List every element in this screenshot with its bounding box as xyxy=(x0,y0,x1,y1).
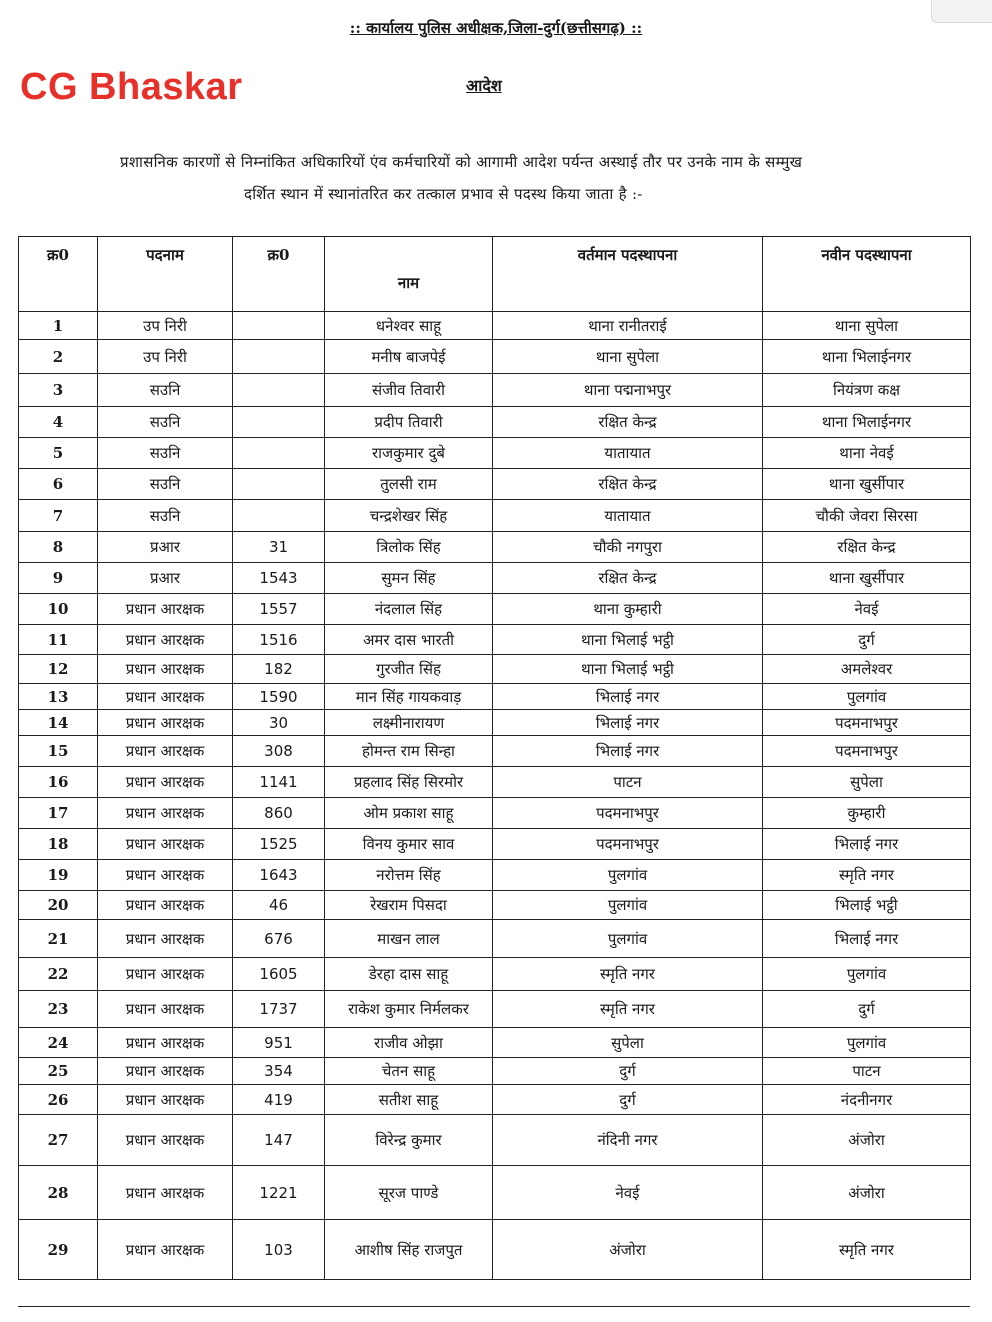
cell-name: सूरज पाण्डे xyxy=(325,1166,493,1220)
cell-sr: 20 xyxy=(19,891,98,920)
table-row xyxy=(19,684,971,710)
cell-post: प्रआर xyxy=(98,532,233,563)
cell-number: 1590 xyxy=(233,684,325,710)
cell-sr: 27 xyxy=(19,1115,98,1166)
cell-sr: 5 xyxy=(19,438,98,469)
table-row xyxy=(19,500,971,532)
cell-new-posting: थाना भिलाईनगर xyxy=(763,407,971,438)
cell-new-posting: स्मृति नगर xyxy=(763,1220,971,1280)
cell-sr: 9 xyxy=(19,563,98,594)
intro-line-2: दर्शित स्थान में स्थानांतरित कर तत्काल प्रभाव से पदस्थ किया जाता है :- xyxy=(244,185,643,203)
cell-current-posting: स्मृति नगर xyxy=(493,991,763,1028)
cell-current-posting: थाना भिलाई भट्ठी xyxy=(493,655,763,684)
cell-current-posting: पुलगांव xyxy=(493,860,763,891)
cell-name: अमर दास भारती xyxy=(325,625,493,655)
cell-sr: 3 xyxy=(19,374,98,407)
cell-sr: 11 xyxy=(19,625,98,655)
table-row xyxy=(19,625,971,655)
cell-name: प्रदीप तिवारी xyxy=(325,407,493,438)
cell-current-posting: थाना रानीतराई xyxy=(493,312,763,340)
cell-number: 31 xyxy=(233,532,325,563)
cell-current-posting: नंदिनी नगर xyxy=(493,1115,763,1166)
table-row xyxy=(19,1085,971,1115)
cell-name: मनीष बाजपेई xyxy=(325,340,493,374)
cell-name: चन्द्रशेखर सिंह xyxy=(325,500,493,532)
cell-post: प्रधान आरक्षक xyxy=(98,594,233,625)
cell-number xyxy=(233,374,325,407)
cell-sr: 2 xyxy=(19,340,98,374)
cell-number xyxy=(233,340,325,374)
cell-new-posting: पुलगांव xyxy=(763,684,971,710)
cell-new-posting: दुर्ग xyxy=(763,625,971,655)
cell-sr: 18 xyxy=(19,829,98,860)
cell-new-posting: पाटन xyxy=(763,1058,971,1085)
cell-post: सउनि xyxy=(98,469,233,500)
cell-name: राजकुमार दुबे xyxy=(325,438,493,469)
cell-sr: 22 xyxy=(19,958,98,991)
cell-new-posting: कुम्हारी xyxy=(763,798,971,829)
cell-name: माखन लाल xyxy=(325,920,493,958)
cell-current-posting: थाना पद्मनाभपुर xyxy=(493,374,763,407)
cell-name: संजीव तिवारी xyxy=(325,374,493,407)
cell-post: प्रधान आरक्षक xyxy=(98,684,233,710)
cell-new-posting: पुलगांव xyxy=(763,1028,971,1058)
col-header-current-posting: वर्तमान पदस्थापना xyxy=(493,237,763,312)
col-header-sr: क्र0 xyxy=(19,237,98,312)
cell-number: 147 xyxy=(233,1115,325,1166)
cell-name: नंदलाल सिंह xyxy=(325,594,493,625)
cell-name: विरेन्द्र कुमार xyxy=(325,1115,493,1166)
cell-name: राजीव ओझा xyxy=(325,1028,493,1058)
cell-post: प्रधान आरक्षक xyxy=(98,767,233,798)
cell-post: सउनि xyxy=(98,438,233,469)
office-title xyxy=(0,18,992,38)
cell-new-posting: रक्षित केन्द्र xyxy=(763,532,971,563)
cell-number: 1643 xyxy=(233,860,325,891)
table-row xyxy=(19,920,971,958)
cell-sr: 10 xyxy=(19,594,98,625)
cell-number: 419 xyxy=(233,1085,325,1115)
table-row xyxy=(19,1166,971,1220)
cell-new-posting: अंजोरा xyxy=(763,1115,971,1166)
cell-new-posting: पदमनाभपुर xyxy=(763,736,971,767)
cell-number: 46 xyxy=(233,891,325,920)
cell-name: नरोत्तम सिंह xyxy=(325,860,493,891)
cell-sr: 6 xyxy=(19,469,98,500)
cell-number: 1557 xyxy=(233,594,325,625)
table-row xyxy=(19,312,971,340)
cell-post: प्रधान आरक्षक xyxy=(98,1085,233,1115)
cell-number: 1141 xyxy=(233,767,325,798)
cell-number xyxy=(233,407,325,438)
cell-current-posting: पाटन xyxy=(493,767,763,798)
cell-sr: 14 xyxy=(19,710,98,736)
cell-current-posting: स्मृति नगर xyxy=(493,958,763,991)
table-row xyxy=(19,1058,971,1085)
cell-post: प्रधान आरक्षक xyxy=(98,655,233,684)
cell-name: राकेश कुमार निर्मलकर xyxy=(325,991,493,1028)
cell-current-posting: भिलाई नगर xyxy=(493,684,763,710)
cell-name: प्रहलाद सिंह सिरमोर xyxy=(325,767,493,798)
cell-number: 1221 xyxy=(233,1166,325,1220)
table-row xyxy=(19,1115,971,1166)
cell-post: प्रधान आरक्षक xyxy=(98,710,233,736)
cell-post: प्रधान आरक्षक xyxy=(98,991,233,1028)
cell-sr: 1 xyxy=(19,312,98,340)
cell-sr: 19 xyxy=(19,860,98,891)
cell-current-posting: नेवई xyxy=(493,1166,763,1220)
cell-current-posting: दुर्ग xyxy=(493,1085,763,1115)
table-row xyxy=(19,991,971,1028)
cell-current-posting: पदमनाभपुर xyxy=(493,798,763,829)
col-header-number: क्र0 xyxy=(233,237,325,312)
cell-name: चेतन साहू xyxy=(325,1058,493,1085)
cell-post: सउनि xyxy=(98,500,233,532)
cell-name: होमन्त राम सिन्हा xyxy=(325,736,493,767)
col-header-new-posting: नवीन पदस्थापना xyxy=(763,237,971,312)
intro-line-1: प्रशासनिक कारणों से निम्नांकित अधिकारियों एंव कर्मचारियों को आगामी आदेश पर्यन्त अस्थाई तौर पर उनके नाम के सम्मुख xyxy=(120,153,803,171)
cell-current-posting: सुपेला xyxy=(493,1028,763,1058)
cell-number: 1525 xyxy=(233,829,325,860)
cell-post: प्रधान आरक्षक xyxy=(98,798,233,829)
cell-number: 676 xyxy=(233,920,325,958)
table-row xyxy=(19,1220,971,1280)
cell-new-posting: थाना खुर्सीपार xyxy=(763,563,971,594)
cell-post: उप निरी xyxy=(98,340,233,374)
cell-sr: 24 xyxy=(19,1028,98,1058)
cell-number xyxy=(233,438,325,469)
cell-post: प्रआर xyxy=(98,563,233,594)
table-row xyxy=(19,767,971,798)
cell-new-posting: थाना भिलाईनगर xyxy=(763,340,971,374)
cell-number: 1543 xyxy=(233,563,325,594)
cell-new-posting: स्मृति नगर xyxy=(763,860,971,891)
table-row xyxy=(19,469,971,500)
cell-post: प्रधान आरक्षक xyxy=(98,958,233,991)
cell-sr: 29 xyxy=(19,1220,98,1280)
cell-new-posting: पदमनाभपुर xyxy=(763,710,971,736)
cell-number: 860 xyxy=(233,798,325,829)
cell-current-posting: थाना कुम्हारी xyxy=(493,594,763,625)
cell-new-posting: पुलगांव xyxy=(763,958,971,991)
cell-new-posting: अंजोरा xyxy=(763,1166,971,1220)
cell-name: विनय कुमार साव xyxy=(325,829,493,860)
table-row xyxy=(19,563,971,594)
cell-current-posting: पुलगांव xyxy=(493,920,763,958)
cell-new-posting: भिलाई नगर xyxy=(763,829,971,860)
table-header-row xyxy=(19,237,971,312)
cell-current-posting: पुलगांव xyxy=(493,891,763,920)
cell-new-posting: अमलेश्वर xyxy=(763,655,971,684)
cell-number: 182 xyxy=(233,655,325,684)
cell-current-posting: थाना भिलाई भट्ठी xyxy=(493,625,763,655)
cell-post: सउनि xyxy=(98,374,233,407)
cell-post: प्रधान आरक्षक xyxy=(98,860,233,891)
watermark-logo: CG Bhaskar xyxy=(20,66,243,108)
cell-post: प्रधान आरक्षक xyxy=(98,891,233,920)
cell-current-posting: थाना सुपेला xyxy=(493,340,763,374)
cell-sr: 7 xyxy=(19,500,98,532)
table-row xyxy=(19,438,971,469)
cell-new-posting: थाना नेवई xyxy=(763,438,971,469)
cell-new-posting: नियंत्रण कक्ष xyxy=(763,374,971,407)
cell-sr: 23 xyxy=(19,991,98,1028)
cell-current-posting: यातायात xyxy=(493,500,763,532)
cell-post: प्रधान आरक्षक xyxy=(98,1028,233,1058)
cell-name: ओम प्रकाश साहू xyxy=(325,798,493,829)
cell-sr: 21 xyxy=(19,920,98,958)
cell-current-posting: पदमनाभपुर xyxy=(493,829,763,860)
cell-sr: 17 xyxy=(19,798,98,829)
table-row xyxy=(19,374,971,407)
cell-name: डेरहा दास साहू xyxy=(325,958,493,991)
cell-name: रेखराम पिसदा xyxy=(325,891,493,920)
cell-post: प्रधान आरक्षक xyxy=(98,920,233,958)
cell-number: 951 xyxy=(233,1028,325,1058)
order-heading: आदेश xyxy=(466,76,502,95)
cell-name: त्रिलोक सिंह xyxy=(325,532,493,563)
cell-number: 308 xyxy=(233,736,325,767)
cell-sr: 16 xyxy=(19,767,98,798)
cell-sr: 13 xyxy=(19,684,98,710)
cell-number: 1605 xyxy=(233,958,325,991)
cell-name: मान सिंह गायकवाड़ xyxy=(325,684,493,710)
cell-new-posting: भिलाई नगर xyxy=(763,920,971,958)
cell-new-posting: नंदनीनगर xyxy=(763,1085,971,1115)
table-row xyxy=(19,340,971,374)
table-row xyxy=(19,829,971,860)
cell-sr: 4 xyxy=(19,407,98,438)
table-row xyxy=(19,958,971,991)
cell-name: गुरजीत सिंह xyxy=(325,655,493,684)
cell-post: प्रधान आरक्षक xyxy=(98,1220,233,1280)
table-row xyxy=(19,710,971,736)
cell-name: सतीश साहू xyxy=(325,1085,493,1115)
cell-current-posting: चौकी नगपुरा xyxy=(493,532,763,563)
cell-post: उप निरी xyxy=(98,312,233,340)
cell-new-posting: सुपेला xyxy=(763,767,971,798)
cell-sr: 12 xyxy=(19,655,98,684)
table-bottom-border xyxy=(18,1306,970,1307)
cell-new-posting: थाना सुपेला xyxy=(763,312,971,340)
table-row xyxy=(19,860,971,891)
table-row xyxy=(19,736,971,767)
cell-current-posting: अंजोरा xyxy=(493,1220,763,1280)
cell-current-posting: दुर्ग xyxy=(493,1058,763,1085)
cell-current-posting: रक्षित केन्द्र xyxy=(493,563,763,594)
cell-post: प्रधान आरक्षक xyxy=(98,829,233,860)
cell-number xyxy=(233,500,325,532)
table-row xyxy=(19,655,971,684)
cell-new-posting: चौकी जेवरा सिरसा xyxy=(763,500,971,532)
cell-new-posting: थाना खुर्सीपार xyxy=(763,469,971,500)
cell-number: 30 xyxy=(233,710,325,736)
cell-name: सुमन सिंह xyxy=(325,563,493,594)
cell-post: प्रधान आरक्षक xyxy=(98,625,233,655)
cell-name: धनेश्वर साहू xyxy=(325,312,493,340)
cell-current-posting: भिलाई नगर xyxy=(493,736,763,767)
cell-current-posting: रक्षित केन्द्र xyxy=(493,407,763,438)
cell-name: लक्ष्मीनारायण xyxy=(325,710,493,736)
cell-name: तुलसी राम xyxy=(325,469,493,500)
cell-sr: 25 xyxy=(19,1058,98,1085)
cell-sr: 26 xyxy=(19,1085,98,1115)
cell-sr: 8 xyxy=(19,532,98,563)
cell-new-posting: नेवई xyxy=(763,594,971,625)
cell-new-posting: भिलाई भट्ठी xyxy=(763,891,971,920)
cell-post: प्रधान आरक्षक xyxy=(98,1115,233,1166)
cell-current-posting: रक्षित केन्द्र xyxy=(493,469,763,500)
cell-name: आशीष सिंह राजपुत xyxy=(325,1220,493,1280)
cell-post: प्रधान आरक्षक xyxy=(98,1166,233,1220)
cell-post: सउनि xyxy=(98,407,233,438)
col-header-post: पदनाम xyxy=(98,237,233,312)
cell-number: 1737 xyxy=(233,991,325,1028)
cell-number xyxy=(233,469,325,500)
cell-current-posting: यातायात xyxy=(493,438,763,469)
cell-post: प्रधान आरक्षक xyxy=(98,1058,233,1085)
cell-number: 1516 xyxy=(233,625,325,655)
col-header-name: नाम xyxy=(325,237,493,312)
cell-sr: 15 xyxy=(19,736,98,767)
cell-number: 354 xyxy=(233,1058,325,1085)
cell-number xyxy=(233,312,325,340)
cell-number: 103 xyxy=(233,1220,325,1280)
cell-post: प्रधान आरक्षक xyxy=(98,736,233,767)
table-row xyxy=(19,594,971,625)
table-row xyxy=(19,1028,971,1058)
table-row xyxy=(19,407,971,438)
transfer-table xyxy=(18,236,971,1280)
table-row xyxy=(19,532,971,563)
table-row xyxy=(19,891,971,920)
cell-sr: 28 xyxy=(19,1166,98,1220)
table-row xyxy=(19,798,971,829)
cell-new-posting: दुर्ग xyxy=(763,991,971,1028)
cell-current-posting: भिलाई नगर xyxy=(493,710,763,736)
office-title-text: :: कार्यालय पुलिस अधीक्षक,जिला-दुर्ग(छत्तीसगढ़) :: xyxy=(349,19,643,37)
